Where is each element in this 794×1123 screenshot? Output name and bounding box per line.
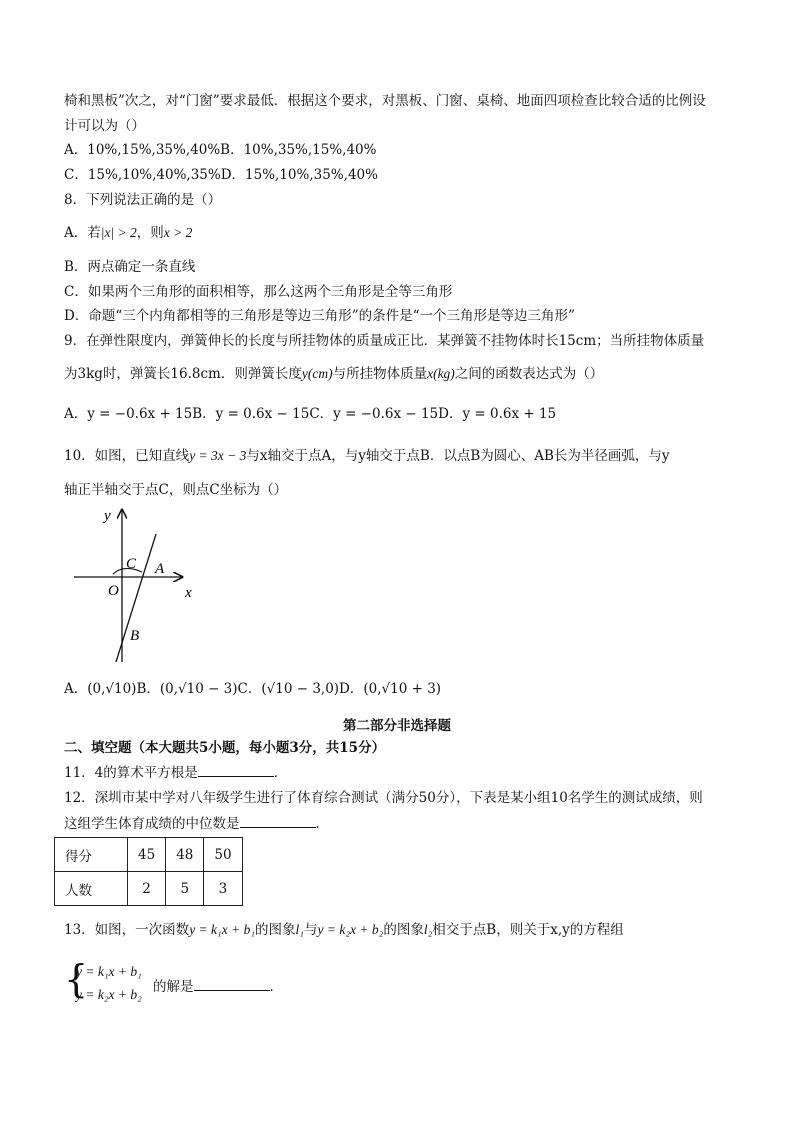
- table-cell: 45: [128, 838, 166, 872]
- q10-line1-a: 10．如图，已知直线: [64, 448, 190, 464]
- q9-x-unit: x(kg): [427, 366, 455, 381]
- q13-text-a: 13．如图，一次函数: [64, 922, 190, 938]
- q13-text-g: 的图象: [383, 922, 424, 938]
- system-eq2: y = k₂x + b₂: [76, 987, 142, 1002]
- q10-line1: [64, 446, 670, 466]
- q8-option-a-result: x > 2: [163, 225, 193, 240]
- q13-l1: l₁: [295, 922, 304, 937]
- table-cell: 50: [204, 838, 242, 872]
- q13-line1: [64, 920, 624, 940]
- q9-line1: 9．在弹性限度内，弹簧伸长的长度与所挂物体的质量成正比．某弹簧不挂物体时长15cm；当所挂物体质量: [64, 333, 705, 349]
- q7-options-ab: A．10%,15%,35%,40%B．10%,35%,15%,40%: [64, 142, 377, 158]
- q7-line1: 椅和黑板”次之，对“门窗”要求最低．根据这个要求，对黑板、门窗、桌椅、地面四项检查比较合适的比例设: [64, 93, 706, 109]
- origin-label: O: [108, 583, 119, 599]
- q9-y-unit: y(cm): [301, 366, 333, 381]
- table-cell: 2: [128, 872, 166, 906]
- q12-answer-blank[interactable]: [240, 813, 316, 828]
- q10-line1-c: 与x轴交于点A，与y轴交于点B．以点B为圆心、AB长为半径画弧，与y: [246, 448, 670, 464]
- q10-figure: [64, 502, 214, 664]
- q9-line2-a: 为3kg时，弹簧长16.8cm．则弹簧长度: [64, 366, 302, 382]
- table-cell: 得分: [55, 838, 128, 872]
- q11-answer-blank[interactable]: [198, 762, 274, 777]
- q10-line2: 轴正半轴交于点C，则点C坐标为（）: [64, 482, 288, 498]
- q13-text-i: 相交于点B，则关于x,y的方程组: [432, 922, 624, 938]
- q13-text-c: 的图象: [255, 922, 296, 938]
- table-cell: 48: [166, 838, 204, 872]
- q12-line2: [64, 813, 329, 834]
- q7-line2: 计可以为（）: [64, 118, 145, 134]
- q11-stem: 11．4的算术平方根是: [64, 765, 198, 781]
- q11: [64, 762, 287, 783]
- q8-option-d: D．命题“三个内角都相等的三角形是等边三角形”的条件是“一个三角形是等边三角形”: [64, 308, 575, 324]
- q9-options: A．y = −0.6x + 15B．y = 0.6x − 15C．y = −0.6x − 15D．y = 0.6x + 15: [64, 406, 557, 422]
- q10-equation: y = 3x − 3: [189, 448, 247, 463]
- table-row: [55, 872, 243, 906]
- q8-option-a: [64, 223, 192, 243]
- system-brace: {: [64, 957, 89, 1001]
- q13-text-e: 与: [303, 922, 318, 938]
- table-cell: 3: [204, 872, 242, 906]
- score-table: [54, 837, 243, 906]
- q8-option-a-prefix: A．若: [64, 225, 101, 241]
- q8-option-b: B．两点确定一条直线: [64, 259, 196, 275]
- q11-suffix: ．: [273, 765, 288, 781]
- point-a-label: A: [155, 561, 165, 577]
- q10-options: A．(0,√10)B．(0,√10 − 3)C．(√10 − 3,0)D．(0,√10 + 3): [64, 681, 442, 697]
- x-axis-label: x: [185, 585, 192, 601]
- q13-func1: y = k₁x + b₁: [189, 922, 256, 937]
- q9-line2: [64, 364, 603, 384]
- fill-in-section-heading: 二、填空题（本大题共5小题，每小题3分，共15分）: [64, 740, 386, 756]
- q12-suffix: ．: [315, 816, 329, 832]
- part2-title: 第二部分非选择题: [343, 718, 451, 734]
- q13-answer-line: [153, 975, 283, 995]
- point-b-label: B: [130, 628, 140, 644]
- q12-stem: 这组学生体育成绩的中位数是: [64, 816, 240, 832]
- system-eq1: y = k₁x + b₁: [76, 964, 142, 979]
- q12-line1: 12．深圳市某中学对八年级学生进行了体育综合测试（满分50分），下表是某小组10名学生的测试成绩，则: [64, 790, 703, 806]
- q7-options-cd: C．15%,10%,40%,35%D．15%,10%,35%,40%: [64, 167, 378, 183]
- table-row: [55, 838, 243, 872]
- q9-line2-c: 与所挂物体质量: [332, 366, 428, 382]
- q13-l2: l₂: [423, 922, 433, 937]
- table-cell: 5: [166, 872, 204, 906]
- table-cell: 人数: [55, 872, 128, 906]
- q13-func2: y = k₂x + b₂: [317, 922, 384, 937]
- q8-stem: 8．下列说法正确的是（）: [64, 192, 222, 208]
- q8-option-c: C．如果两个三角形的面积相等，那么这两个三角形是全等三角形: [64, 284, 453, 300]
- q13-suffix: ．: [269, 979, 283, 995]
- q13-answer-blank[interactable]: [194, 976, 270, 991]
- q9-line2-e: 之间的函数表达式为（）: [454, 366, 604, 382]
- q8-option-a-condition: |x| > 2: [100, 225, 137, 240]
- q13-solution-text: 的解是: [153, 979, 194, 995]
- point-c-label: C: [126, 556, 137, 572]
- q8-option-a-mid: ，则: [136, 225, 164, 241]
- y-axis-label: y: [104, 508, 111, 524]
